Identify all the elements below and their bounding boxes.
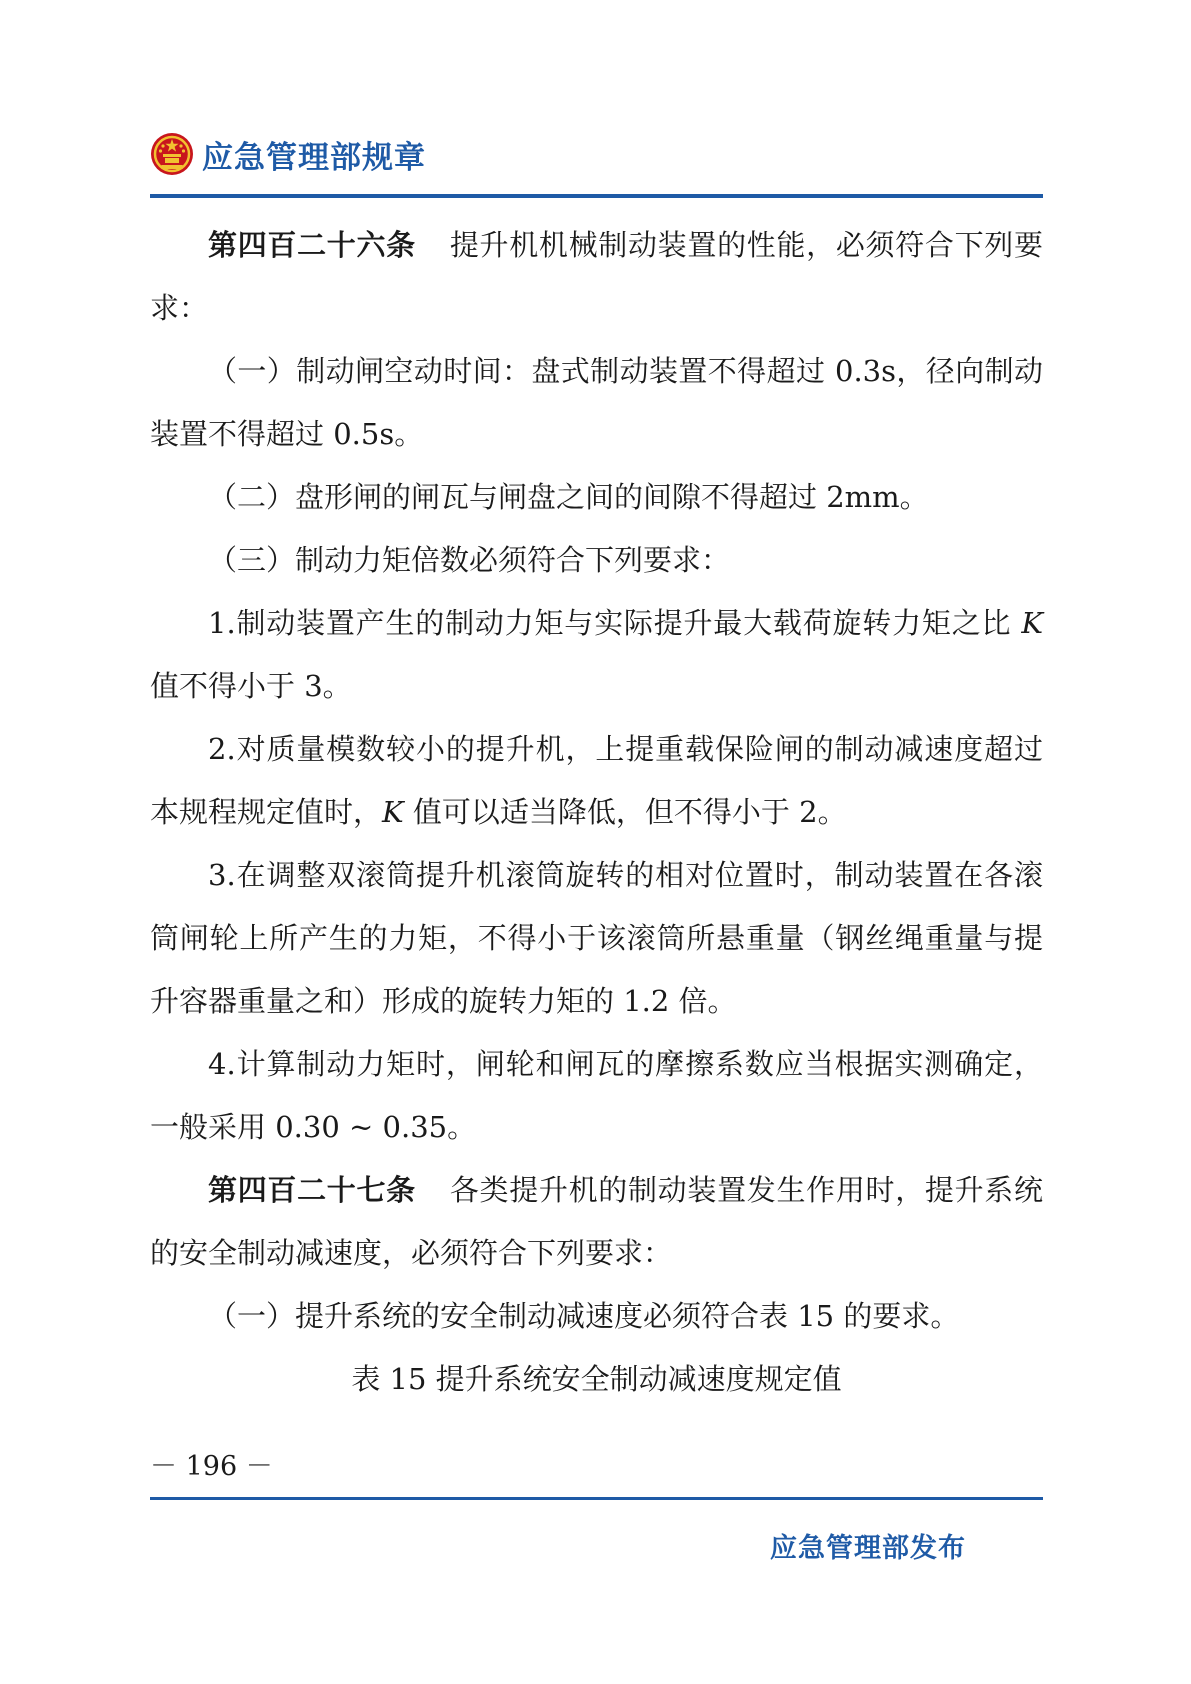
clause-3: （三）制动力矩倍数必须符合下列要求： xyxy=(208,543,731,577)
footer-rule xyxy=(150,1497,1043,1500)
item-1 xyxy=(150,592,1043,718)
article-427-heading: 第四百二十七条 xyxy=(208,1173,416,1207)
national-emblem-icon xyxy=(150,132,194,176)
clause-2: （二）盘形闸的闸瓦与闸盘之间的间隙不得超过 2mm。 xyxy=(208,480,929,514)
item-2-text-a: 2.对质量模数较小的提升机，上提重载保险闸的制动减速度超过本规程规定值时， xyxy=(150,732,1043,829)
item-1-text-a: 1.制动装置产生的制动力矩与实际提升最大载荷旋转力矩之比 xyxy=(208,606,1022,640)
article-427-text: 各类提升机的制动装置发生作用时，提升系统的安全制动减速度，必须符合下列要求： xyxy=(150,1173,1043,1270)
page-number: － 196 － xyxy=(150,1451,273,1482)
article-426-heading: 第四百二十六条 xyxy=(208,228,416,262)
item-4: 4.计算制动力矩时，闸轮和闸瓦的摩擦系数应当根据实测确定，一般采用 0.30 ~ 0.35。 xyxy=(150,1047,1043,1144)
item-3: 3.在调整双滚筒提升机滚筒旋转的相对位置时，制动装置在各滚筒闸轮上所产生的力矩，不得小于该滚筒所悬重量（钢丝绳重量与提升容器重量之和）形成的旋转力矩的 1.2 倍。 xyxy=(150,858,1043,1018)
table-caption: 表 15 提升系统安全制动减速度规定值 xyxy=(351,1362,842,1396)
clause-427-1: （一）提升系统的安全制动减速度必须符合表 15 的要求。 xyxy=(208,1299,960,1333)
header-title: 应急管理部规章 xyxy=(202,139,426,176)
article-426 xyxy=(150,214,1043,340)
article-427 xyxy=(150,1159,1043,1285)
document-body xyxy=(150,214,1043,1411)
item-1-k-symbol: K xyxy=(1021,606,1043,640)
item-2-text-b: 值可以适当降低，但不得小于 2。 xyxy=(403,795,847,829)
article-426-text: 提升机机械制动装置的性能，必须符合下列要求： xyxy=(150,228,1043,325)
item-2 xyxy=(150,718,1043,844)
item-1-text-b: 值不得小于 3。 xyxy=(150,669,352,703)
clause-1: （一）制动闸空动时间：盘式制动装置不得超过 0.3s，径向制动装置不得超过 0.5s。 xyxy=(150,354,1043,451)
footer-publisher: 应急管理部发布 xyxy=(770,1533,966,1564)
item-2-k-symbol: K xyxy=(382,795,404,829)
header-rule xyxy=(150,194,1043,198)
page-header xyxy=(150,130,426,178)
